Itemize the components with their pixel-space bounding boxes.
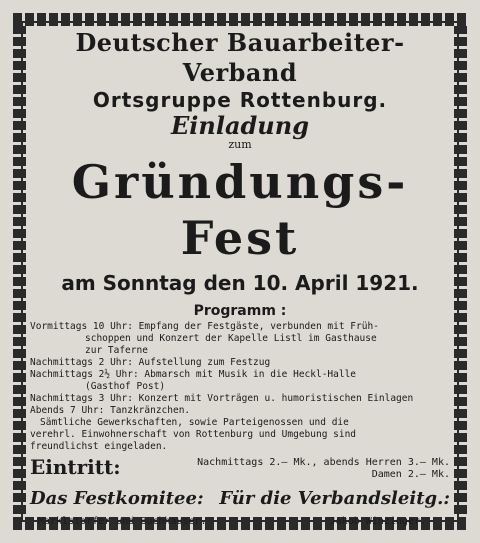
admission <box>30 455 450 481</box>
event-date: am Sonntag den 10. April 1921. <box>61 271 419 295</box>
admission-label: Eintritt: <box>30 455 121 479</box>
signatory-names <box>30 515 450 528</box>
invitation-line: freundlichst eingeladen. <box>30 441 168 452</box>
program-item: Nachmittags 2 Uhr: Aufstellung zum Festzug <box>30 357 271 368</box>
program-heading: Programm : <box>193 303 287 319</box>
admission-prices <box>138 455 450 481</box>
invitation-text <box>30 417 450 453</box>
signature-line <box>30 487 450 511</box>
union-leadership: Für die Verbandsleitg.: <box>219 488 450 509</box>
event-title: Gründungs-Fest <box>71 155 409 265</box>
leadership-name: Jakob Winzinger. <box>329 516 426 527</box>
admission-line: Nachmittags 2.— Mk., abends Herren 3.— Mk. <box>197 457 450 468</box>
local-group: Ortsgruppe Rottenburg. <box>92 88 388 112</box>
invitation-heading: Einladung <box>171 111 309 140</box>
program-item: zur Taferne <box>85 345 148 356</box>
program-item: Vormittags 10 Uhr: Empfang der Festgäste, verbunden mit Früh- <box>30 321 379 332</box>
program-item: schoppen und Konzert der Kapelle Listl im Gasthause <box>85 333 377 344</box>
ad-content <box>30 24 450 528</box>
admission-line: Damen 2.— Mk. <box>371 469 450 480</box>
program-item: (Gasthof Post) <box>85 381 166 392</box>
invitation-line: Sämtliche Gewerkschaften, sowie Parteigenossen und die <box>40 417 349 428</box>
committee-names: Marklstorfer und Buchhauser. <box>38 516 207 527</box>
festival-committee: Das Festkomitee: <box>30 488 204 509</box>
invitation-line: verehrl. Einwohnerschaft von Rottenburg und Umgebung sind <box>30 429 357 440</box>
program-list <box>30 321 450 417</box>
zum-text: zum <box>228 138 252 151</box>
program-item: Abends 7 Uhr: Tanzkränzchen. <box>30 405 191 416</box>
program-item: Nachmittags 3 Uhr: Konzert mit Vorträgen u. humoristischen Einlagen <box>30 393 414 404</box>
program-item: Nachmittags 2½ Uhr: Abmarsch mit Musik in die Heckl-Halle <box>30 369 357 380</box>
union-name: Deutscher Bauarbeiter-Verband <box>75 28 405 87</box>
